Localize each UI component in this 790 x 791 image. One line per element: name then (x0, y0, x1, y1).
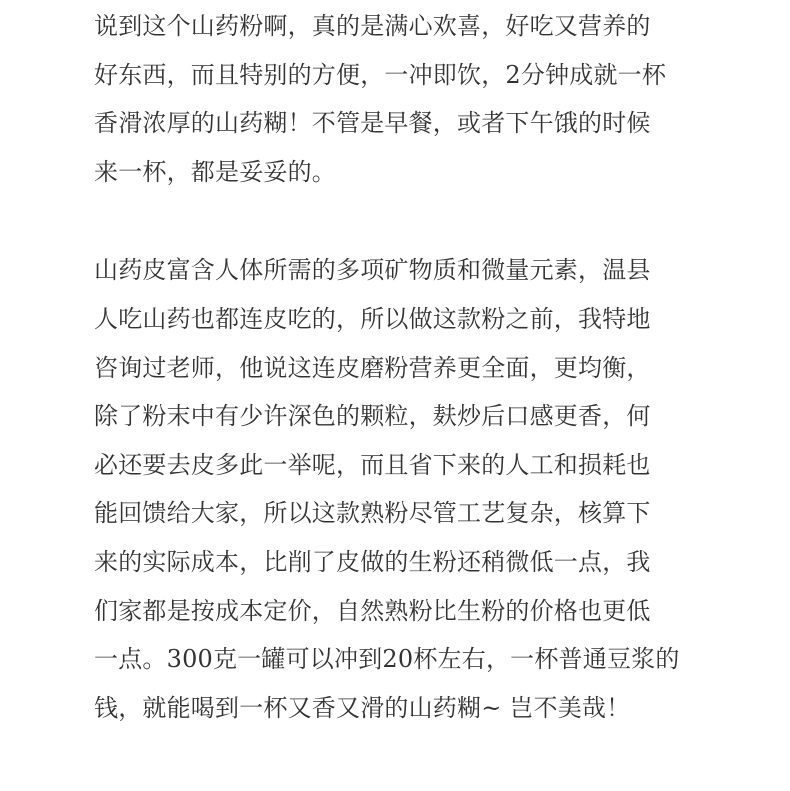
text-line: 必还要去皮多此一举呢，而且省下来的人工和损耗也 (94, 450, 651, 479)
text-line: 能回馈给大家，所以这款熟粉尽管工艺复杂，核算下 (94, 499, 651, 528)
text-line: 们家都是按成本定价，自然熟粉比生粉的价格也更低 (94, 596, 651, 625)
text-line: 说到这个山药粉啊，真的是满心欢喜，好吃又营养的 (94, 12, 651, 40)
text-line: 除了粉末中有少许深色的颗粒，麸炒后口感更香，何 (94, 402, 651, 431)
text-line: 山药皮富含人体所需的多项矿物质和微量元素，温县 (94, 256, 651, 285)
text-line: 好东西，而且特别的方便，一冲即饮，2分钟成就一杯 (94, 60, 667, 89)
paragraph-intro (94, 0, 694, 196)
text-line: 一点。300克一罐可以冲到20杯左右，一杯普通豆浆的 (94, 645, 680, 674)
text-line: 香滑浓厚的山药糊！不管是早餐，或者下午饿的时候 (94, 109, 651, 138)
text-line: 人吃山药也都连皮吃的，所以做这款粉之前，我特地 (94, 304, 651, 333)
text-line: 咨询过老师，他说这连皮磨粉营养更全面，更均衡， (94, 353, 651, 382)
article-body (94, 0, 694, 732)
paragraph-yam-skin (94, 246, 694, 732)
text-line: 来一杯，都是妥妥的。 (94, 157, 336, 186)
text-line: 钱，就能喝到一杯又香又滑的山药糊~ 岂不美哉！ (94, 693, 631, 722)
text-line: 来的实际成本，比削了皮做的生粉还稍微低一点，我 (94, 547, 651, 576)
